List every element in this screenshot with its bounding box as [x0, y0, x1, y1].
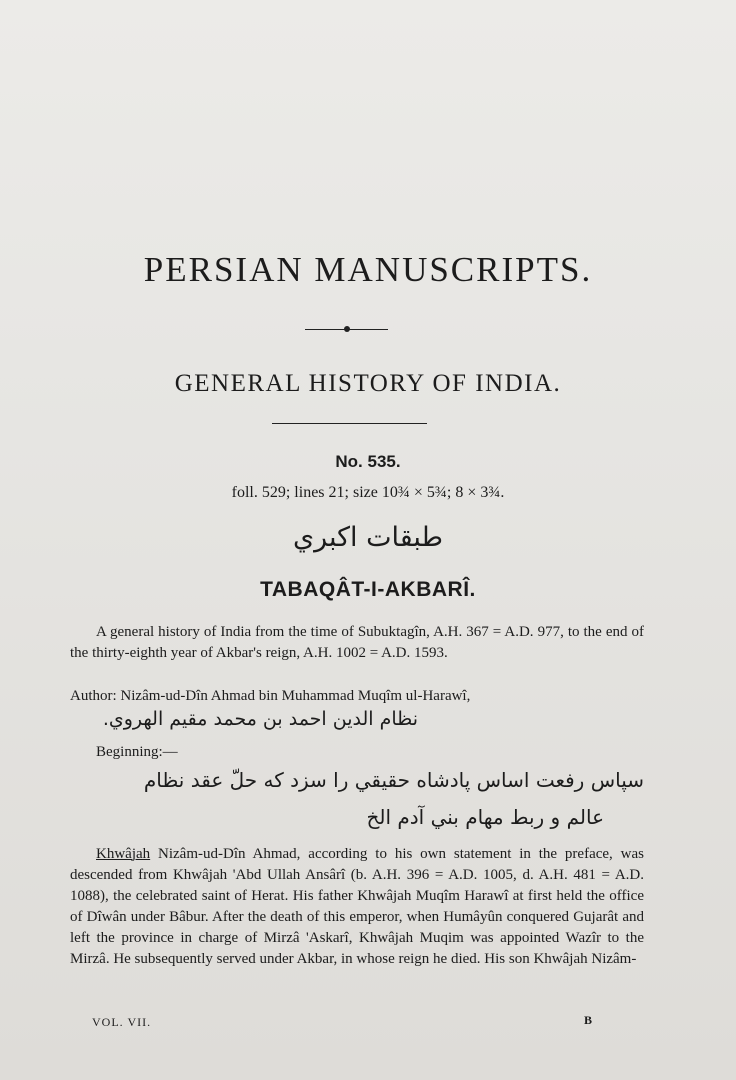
ornament-dot: [344, 326, 350, 332]
page-title: PERSIAN MANUSCRIPTS.: [143, 250, 593, 289]
signature-mark: B: [584, 1013, 593, 1027]
persian-title: طبقات اكبري: [292, 522, 444, 553]
manuscript-dimensions: foll. 529; lines 21; size 10¾ × 5¾; 8 × 3¾.: [231, 484, 505, 501]
beginning-label: Beginning:—: [96, 744, 178, 760]
volume-footer: VOL. VII.: [92, 1015, 152, 1029]
description-paragraph: A general history of India from the time of Subuktagîn, A.H. 367 = A.D. 977, to the end of the thirty-eighth year of Akbar's reign, A.H. 1002 = A.D. 1593.: [70, 624, 644, 661]
section-heading: GENERAL HISTORY OF INDIA.: [174, 370, 562, 397]
manuscript-number: No. 535.: [335, 452, 401, 471]
incipit-line-2: عالم و ربط مهام بني آدم الخ: [366, 805, 604, 829]
author-line: Author: Nizâm-ud-Dîn Ahmad bin Muhammad Muqîm ul-Harawî,: [70, 688, 471, 704]
biography-name: Khwâjah: [96, 846, 151, 862]
biography-text: Nizâm-ud-Dîn Ahmad, according to his own statement in the preface, was descended from Khwâjah 'Abd Ullah Ansârî (b. A.H. 396 = A.D. 1005, d. A.H. 481 = A.D. 1088), the celebrated saint of Herat. His father Khwâjah Muqîm Harawî at first held the office of Dîwân under Bâbur. After the death of this emperor, when Humâyûn conquered Gujarât and left the province in charge of Mirzâ 'Askarî, Khwâjah Muqim was appointed Wazîr to the Mirzâ. He subsequently served under Akbar, in whose reign he died. His son Khwâjah Nizâm-: [70, 846, 644, 967]
incipit-line-1: سپاس رفعت اساس پادشاه حقيقي را سزد كه حلّ عقد نظام: [143, 768, 644, 792]
biography-paragraph: [70, 844, 644, 970]
author-persian: نظام الدين احمد بن محمد مقيم الهروي.: [102, 708, 418, 730]
work-title: TABAQÂT-I-AKBARÎ.: [260, 578, 476, 601]
section-rule: [272, 423, 427, 424]
